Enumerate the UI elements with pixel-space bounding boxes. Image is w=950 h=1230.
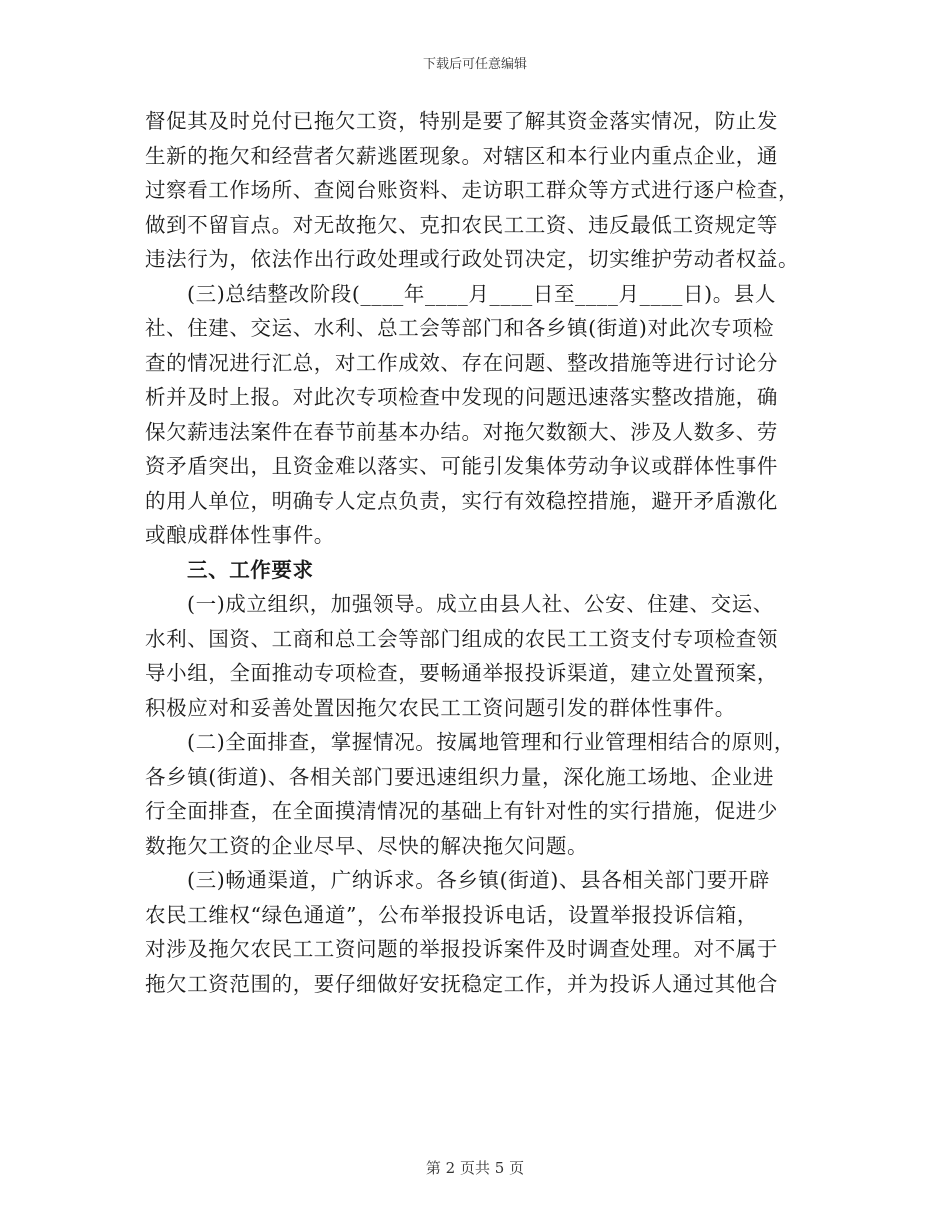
paragraph-start-line: (三)总结整改阶段(____年____月____日至____月____日)。县人 bbox=[187, 281, 776, 306]
body-line: 保欠薪违法案件在春节前基本办结。对拖欠数额大、涉及人数多、劳 bbox=[145, 419, 778, 444]
body-line: 导小组，全面推动专项检查，要畅通举报投诉渠道，建立处置预案， bbox=[145, 661, 778, 685]
body-line: 生新的拖欠和经营者欠薪逃匿现象。对辖区和本行业内重点企业，通 bbox=[145, 143, 778, 168]
body-line: 拖欠工资范围的，要仔细做好安抚稳定工作，并为投诉人通过其他合 bbox=[145, 971, 778, 996]
body-line: 各乡镇(街道)、各相关部门要迅速组织力量，深化施工场地、企业进 bbox=[145, 764, 775, 789]
page-header: 下载后可任意编辑 bbox=[422, 57, 527, 72]
body-line: 督促其及时兑付已拖欠工资，特别是要了解其资金落实情况，防止发 bbox=[145, 109, 778, 133]
body-line: 析并及时上报。对此次专项检查中发现的问题迅速落实整改措施，确 bbox=[145, 385, 778, 409]
body-line: 的用人单位，明确专人定点负责，实行有效稳控措施，避开矛盾激化 bbox=[145, 488, 778, 513]
body-line: 过察看工作场所、查阅台账资料、走访职工群众等方式进行逐户检查， bbox=[145, 178, 800, 202]
body-line: 农民工维权“绿色通道”，公布举报投诉电话，设置举报投诉信箱， bbox=[145, 902, 758, 927]
section-heading: 三、工作要求 bbox=[187, 557, 314, 582]
body-line: 水利、国资、工商和总工会等部门组成的农民工工资支付专项检查领 bbox=[145, 626, 778, 651]
paragraph-start-line: (一)成立组织，加强领导。成立由县人社、公安、住建、交运、 bbox=[187, 592, 774, 616]
body-line: 违法行为，依法作出行政处理或行政处罚决定，切实维护劳动者权益。 bbox=[145, 247, 800, 271]
body-line: 查的情况进行汇总，对工作成效、存在问题、整改措施等进行讨论分 bbox=[145, 350, 778, 375]
paragraph-start-line: (三)畅通渠道，广纳诉求。各乡镇(街道)、县各相关部门要开辟 bbox=[187, 868, 770, 892]
body-line: 做到不留盲点。对无故拖欠、克扣农民工工资、违反最低工资规定等 bbox=[145, 212, 778, 237]
body-line: 行全面排查，在全面摸清情况的基础上有针对性的实行措施，促进少 bbox=[145, 799, 778, 823]
body-line: 或酿成群体性事件。 bbox=[145, 523, 335, 547]
body-line: 对涉及拖欠农民工工资问题的举报投诉案件及时调查处理。对不属于 bbox=[145, 937, 778, 961]
page-number: 第 2 页共 5 页 bbox=[425, 1159, 525, 1177]
document-body bbox=[145, 104, 805, 1001]
body-line: 社、住建、交运、水利、总工会等部门和各乡镇(街道)对此次专项检 bbox=[145, 316, 775, 340]
paragraph-start-line: (二)全面排查，掌握情况。按属地管理和行业管理相结合的原则， bbox=[187, 730, 795, 754]
body-line: 积极应对和妥善处置因拖欠农民工工资问题引发的群体性事件。 bbox=[145, 695, 736, 720]
body-line: 资矛盾突出，且资金难以落实、可能引发集体劳动争议或群体性事件 bbox=[145, 454, 778, 478]
body-line: 数拖欠工资的企业尽早、尽快的解决拖欠问题。 bbox=[145, 833, 589, 858]
